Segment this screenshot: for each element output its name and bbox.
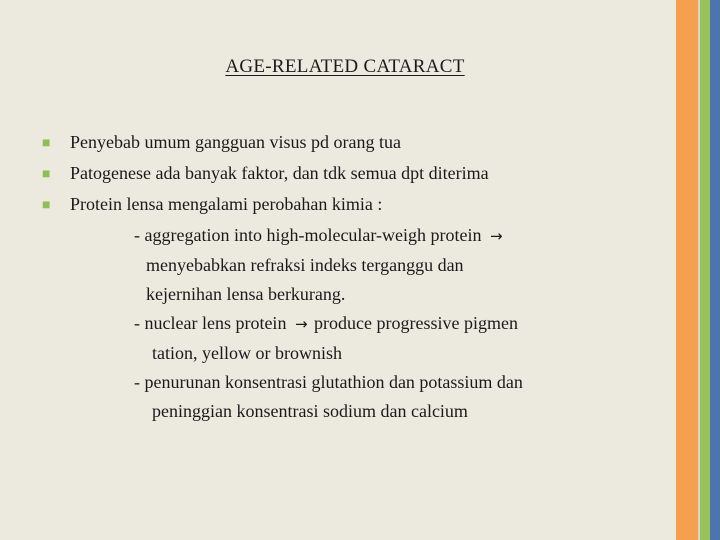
subpoint-penurunan-line-1: - penurunan konsentrasi glutathion dan potassium dan bbox=[134, 372, 523, 392]
decorative-stripes bbox=[676, 0, 720, 540]
orange-stripe bbox=[676, 0, 698, 540]
slide-title: AGE-RELATED CATARACT bbox=[225, 56, 465, 77]
subpoint-text: - nuclear lens protein bbox=[134, 313, 287, 333]
square-bullet-icon: ■ bbox=[42, 136, 51, 151]
square-bullet-icon: ■ bbox=[42, 198, 51, 213]
bullet-text: Protein lensa mengalami perobahan kimia : bbox=[70, 194, 383, 214]
subpoint-text: produce progressive pigmen bbox=[314, 313, 518, 333]
green-stripe bbox=[700, 0, 710, 540]
square-bullet-icon: ■ bbox=[42, 167, 51, 182]
subpoint-aggregation-line-1 bbox=[42, 221, 662, 251]
bullet-text: Penyebab umum gangguan visus pd orang tua bbox=[70, 132, 401, 152]
bullet-item bbox=[42, 190, 662, 221]
right-arrow-icon: → bbox=[294, 315, 308, 333]
bullet-item bbox=[42, 159, 662, 190]
bullet-text: Patogenese ada banyak faktor, dan tdk semua dpt diterima bbox=[70, 163, 489, 183]
slide-content bbox=[42, 128, 662, 426]
right-arrow-icon: → bbox=[490, 227, 503, 245]
blue-stripe bbox=[710, 0, 720, 540]
subpoint-nuclear-line-1 bbox=[42, 309, 662, 339]
subpoint-penurunan-line-2: peninggian konsentrasi sodium dan calcium bbox=[152, 401, 468, 421]
subpoint-aggregation-line-2: menyebabkan refraksi indeks terganggu dan bbox=[146, 255, 464, 275]
bullet-item bbox=[42, 128, 662, 159]
subpoint-nuclear-line-2: tation, yellow or brownish bbox=[152, 343, 342, 363]
subpoint-text: - aggregation into high-molecular-weigh protein bbox=[134, 225, 482, 245]
subpoint-aggregation-line-3: kejernihan lensa berkurang. bbox=[146, 284, 346, 304]
